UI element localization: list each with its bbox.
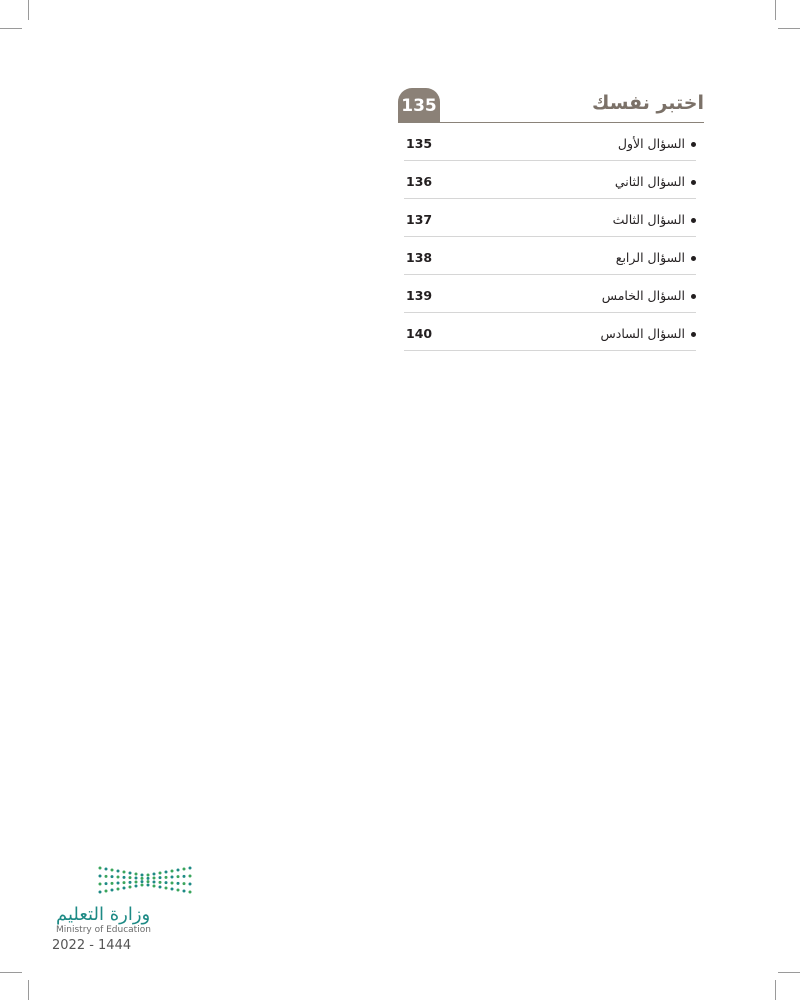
crop-mark bbox=[0, 972, 22, 973]
ministry-logo bbox=[54, 860, 204, 960]
crop-mark bbox=[0, 28, 22, 29]
toc-entry-page: 139 bbox=[406, 288, 433, 303]
toc-entry-page: 136 bbox=[406, 174, 433, 189]
bullet-icon bbox=[691, 332, 696, 337]
toc-entry-label: السؤال الخامس bbox=[602, 288, 696, 303]
toc-entry-page: 137 bbox=[406, 212, 433, 227]
toc-entry-label: السؤال الأول bbox=[618, 136, 696, 151]
section-title: اختبر نفسك bbox=[592, 92, 704, 114]
toc-list bbox=[398, 124, 704, 351]
toc-entry-page: 135 bbox=[406, 136, 433, 151]
crop-mark bbox=[778, 28, 800, 29]
crop-mark bbox=[28, 0, 29, 20]
toc-entry-label: السؤال السادس bbox=[601, 326, 697, 341]
bullet-icon bbox=[691, 142, 696, 147]
table-of-contents bbox=[398, 88, 704, 351]
toc-entry-label: السؤال الثاني bbox=[615, 174, 696, 189]
toc-entry-page: 140 bbox=[406, 326, 433, 341]
toc-entry-2[interactable] bbox=[404, 162, 696, 199]
bullet-icon bbox=[691, 218, 696, 223]
toc-entry-5[interactable] bbox=[404, 276, 696, 313]
edition-year: 2022 - 1444 bbox=[52, 938, 132, 953]
crop-mark bbox=[28, 980, 29, 1000]
page-number-badge: 135 bbox=[398, 88, 440, 122]
bullet-icon bbox=[691, 294, 696, 299]
crop-mark bbox=[775, 0, 776, 20]
bullet-icon bbox=[691, 180, 696, 185]
crop-mark bbox=[778, 972, 800, 973]
toc-entry-1[interactable] bbox=[404, 124, 696, 161]
toc-entry-3[interactable] bbox=[404, 200, 696, 237]
bullet-icon bbox=[691, 256, 696, 261]
toc-entry-label: السؤال الرابع bbox=[616, 250, 696, 265]
toc-entry-4[interactable] bbox=[404, 238, 696, 275]
toc-entry-6[interactable] bbox=[404, 314, 696, 351]
ministry-name-arabic: وزارة التعليم bbox=[56, 904, 151, 925]
toc-header bbox=[398, 88, 704, 123]
ministry-emblem-icon bbox=[54, 860, 204, 900]
toc-entry-page: 138 bbox=[406, 250, 433, 265]
ministry-name-english: Ministry of Education bbox=[56, 925, 151, 935]
crop-mark bbox=[775, 980, 776, 1000]
toc-entry-label: السؤال الثالث bbox=[613, 212, 696, 227]
